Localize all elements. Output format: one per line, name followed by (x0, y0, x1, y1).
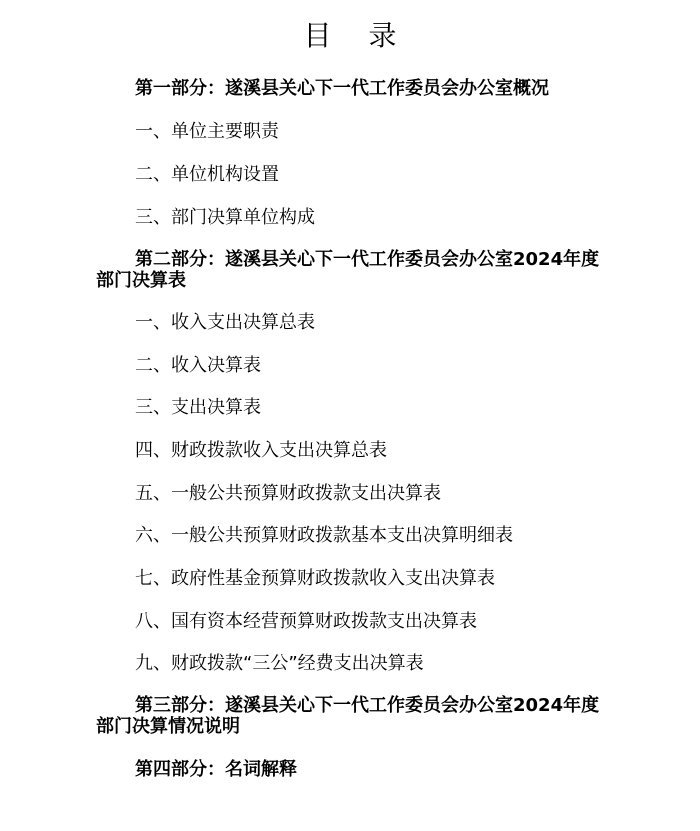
toc-item: 二、收入决算表 (135, 355, 261, 376)
toc-item: 八、国有资本经营预算财政拨款支出决算表 (135, 611, 477, 632)
toc-part-4-heading: 第四部分：名词解释 (135, 759, 297, 780)
toc-item: 五、一般公共预算财政拨款支出决算表 (135, 483, 441, 504)
toc-item: 六、一般公共预算财政拨款基本支出决算明细表 (135, 525, 513, 546)
toc-item: 七、政府性基金预算财政拨款收入支出决算表 (135, 568, 495, 589)
toc-item: 九、财政拨款“三公”经费支出决算表 (135, 653, 424, 674)
toc-part-3-heading: 第三部分：遂溪县关心下一代工作委员会办公室2024年度部门决算情况说明 (96, 695, 600, 737)
document-title: 目 录 (303, 19, 411, 52)
toc-item: 三、支出决算表 (135, 397, 261, 418)
toc-item: 一、单位主要职责 (135, 121, 279, 142)
toc-item: 三、部门决算单位构成 (135, 207, 315, 228)
toc-part-2-heading: 第二部分：遂溪县关心下一代工作委员会办公室2024年度部门决算表 (96, 249, 600, 291)
toc-item: 一、收入支出决算总表 (135, 312, 315, 333)
toc-item: 四、财政拨款收入支出决算总表 (135, 440, 387, 461)
toc-part-1-heading: 第一部分：遂溪县关心下一代工作委员会办公室概况 (135, 78, 549, 99)
table-of-contents (96, 78, 606, 780)
toc-item: 二、单位机构设置 (135, 164, 279, 185)
